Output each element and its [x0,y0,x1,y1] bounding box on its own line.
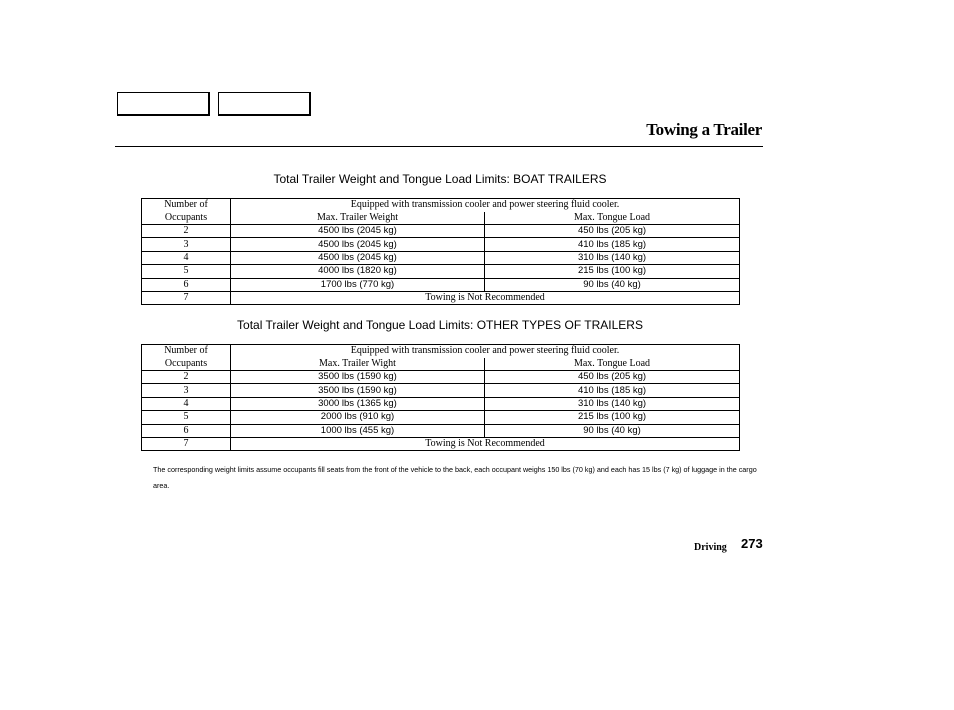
page-number: 273 [741,536,763,551]
trailer-weight-cell: 1700 lbs (770 kg) [231,278,485,291]
trailer-weight-cell: 4500 lbs (2045 kg) [231,225,485,238]
occupants-header [142,199,231,225]
occupants-cell: 4 [142,397,231,410]
table-row [142,371,740,384]
occupants-cell: 5 [142,411,231,424]
trailer-weight-cell: 1000 lbs (455 kg) [231,424,485,437]
occupants-header-line2: Occupants [164,211,208,223]
occupants-cell: 7 [142,437,231,450]
occupants-header-line1: Number of [164,345,208,356]
occupants-header [142,345,231,371]
group-header: Equipped with transmission cooler and power steering fluid cooler. [231,345,740,358]
table-row [142,265,740,278]
nav-button-index[interactable] [218,92,311,116]
boat-trailers-table [141,198,740,305]
trailer-weight-cell: 4000 lbs (1820 kg) [231,265,485,278]
occupants-cell: 6 [142,278,231,291]
tongue-load-cell: 450 lbs (205 kg) [485,371,740,384]
footer-section-label: Driving [694,542,727,553]
table-row [142,411,740,424]
table-subheader-row [142,212,740,225]
occupants-cell: 2 [142,225,231,238]
table-header-row [142,345,740,358]
trailer-weight-cell: 4500 lbs (2045 kg) [231,251,485,264]
tongue-load-cell: 90 lbs (40 kg) [485,424,740,437]
page-title: Towing a Trailer [646,120,762,139]
occupants-cell: 2 [142,371,231,384]
other-trailers-heading: Total Trailer Weight and Tongue Load Limits: OTHER TYPES OF TRAILERS [237,318,643,332]
occupants-header-line1: Number of [164,199,208,210]
trailer-weight-cell: 4500 lbs (2045 kg) [231,238,485,251]
table-row [142,278,740,291]
occupants-cell: 7 [142,291,231,304]
max-tongue-load-header: Max. Tongue Load [485,358,740,371]
title-divider [115,146,763,147]
tongue-load-cell: 450 lbs (205 kg) [485,225,740,238]
tongue-load-cell: 410 lbs (185 kg) [485,238,740,251]
boat-trailers-heading: Total Trailer Weight and Tongue Load Limits: BOAT TRAILERS [273,172,607,186]
occupants-cell: 4 [142,251,231,264]
occupants-cell: 3 [142,238,231,251]
tongue-load-cell: 310 lbs (140 kg) [485,251,740,264]
table-row [142,251,740,264]
table-row [142,384,740,397]
tongue-load-cell: 215 lbs (100 kg) [485,411,740,424]
table-row [142,225,740,238]
occupants-header-line2: Occupants [164,357,208,369]
occupants-cell: 6 [142,424,231,437]
tongue-load-cell: 215 lbs (100 kg) [485,265,740,278]
max-tongue-load-header: Max. Tongue Load [485,212,740,225]
max-trailer-weight-header: Max. Trailer Weight [231,212,485,225]
table-row [142,291,740,304]
tongue-load-cell: 310 lbs (140 kg) [485,397,740,410]
trailer-weight-cell: 3000 lbs (1365 kg) [231,397,485,410]
table-header-row [142,199,740,212]
occupants-cell: 5 [142,265,231,278]
occupants-cell: 3 [142,384,231,397]
nav-button-contents[interactable] [117,92,210,116]
table-row [142,397,740,410]
group-header: Equipped with transmission cooler and power steering fluid cooler. [231,199,740,212]
other-trailers-table [141,344,740,451]
table-subheader-row [142,358,740,371]
not-recommended-cell: Towing is Not Recommended [231,291,740,304]
not-recommended-cell: Towing is Not Recommended [231,437,740,450]
trailer-weight-cell: 3500 lbs (1590 kg) [231,384,485,397]
footnote: The corresponding weight limits assume occupants fill seats from the front of the vehicle to the back, each occupant weighs 150 lbs (70 kg) and each has 15 lbs (7 kg) of luggage in the cargo area. [153,465,757,490]
table-row [142,238,740,251]
table-row [142,424,740,437]
max-trailer-weight-header: Max. Trailer Wight [231,358,485,371]
trailer-weight-cell: 3500 lbs (1590 kg) [231,371,485,384]
tongue-load-cell: 90 lbs (40 kg) [485,278,740,291]
table-row [142,437,740,450]
trailer-weight-cell: 2000 lbs (910 kg) [231,411,485,424]
tongue-load-cell: 410 lbs (185 kg) [485,384,740,397]
